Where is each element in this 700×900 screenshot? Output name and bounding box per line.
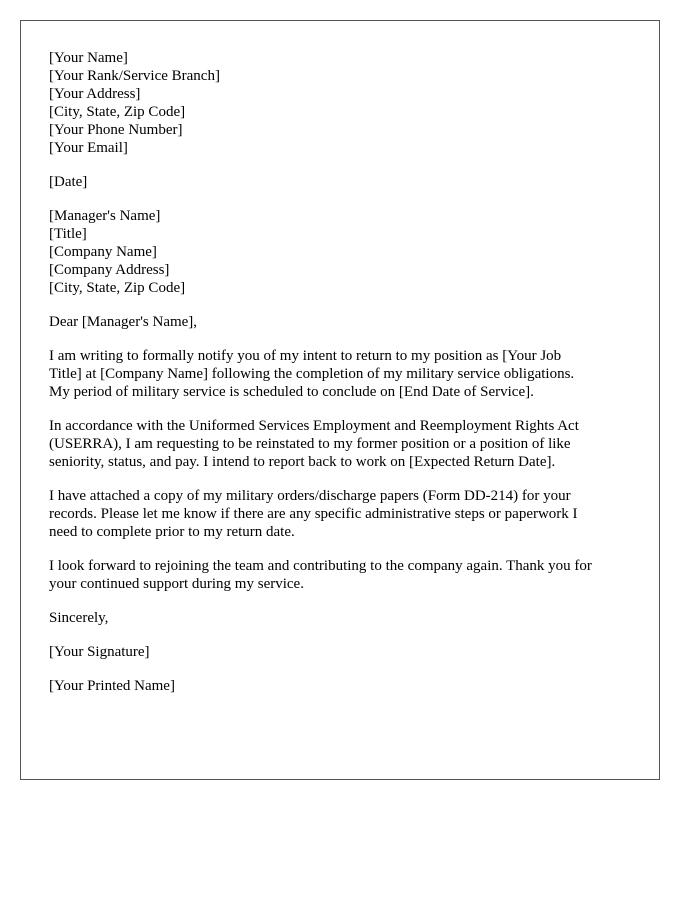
letter-page [20, 20, 660, 780]
salutation: Dear [Manager's Name], [49, 314, 198, 330]
printed-name-block [49, 677, 639, 695]
sender-phone: [Your Phone Number] [49, 122, 183, 138]
sender-address: [Your Address] [49, 86, 141, 102]
sender-city-state-zip: [City, State, Zip Code] [49, 104, 186, 120]
closing: Sincerely, [49, 610, 109, 626]
paragraph-attachments [49, 487, 639, 541]
paragraph-userra [49, 417, 639, 471]
paragraph-closing-remarks [49, 557, 639, 593]
letter-body [49, 49, 639, 711]
paragraph-line: I am writing to formally notify you of my intent to return to my position as [Your Job [49, 348, 562, 364]
paragraph-line: records. Please let me know if there are any specific administrative steps or paperwork I [49, 506, 578, 522]
signature: [Your Signature] [49, 644, 150, 660]
date-block [49, 173, 639, 191]
paragraph-line: I look forward to rejoining the team and contributing to the company again. Thank you for [49, 558, 592, 574]
recipient-name: [Manager's Name] [49, 208, 161, 224]
paragraph-line: I have attached a copy of my military orders/discharge papers (Form DD-214) for your [49, 488, 571, 504]
recipient-block [49, 207, 639, 297]
sender-rank-branch: [Your Rank/Service Branch] [49, 68, 220, 84]
paragraph-line: seniority, status, and pay. I intend to report back to work on [Expected Return Date]. [49, 454, 556, 470]
sender-name: [Your Name] [49, 50, 128, 66]
sender-email: [Your Email] [49, 140, 128, 156]
closing-block [49, 609, 639, 627]
recipient-company: [Company Name] [49, 244, 157, 260]
recipient-title: [Title] [49, 226, 87, 242]
letter-date: [Date] [49, 174, 88, 190]
paragraph-line: My period of military service is scheduled to conclude on [End Date of Service]. [49, 384, 534, 400]
paragraph-line: Title] at [Company Name] following the completion of my military service obligations. [49, 366, 575, 382]
paragraph-line: your continued support during my service. [49, 576, 304, 592]
printed-name: [Your Printed Name] [49, 678, 175, 694]
paragraph-intent [49, 347, 639, 401]
paragraph-line: (USERRA), I am requesting to be reinstated to my former position or a position of like [49, 436, 571, 452]
signature-block [49, 643, 639, 661]
recipient-company-address: [Company Address] [49, 262, 170, 278]
paragraph-line: need to complete prior to my return date. [49, 524, 295, 540]
salutation-block [49, 313, 639, 331]
recipient-city-state-zip: [City, State, Zip Code] [49, 280, 186, 296]
paragraph-line: In accordance with the Uniformed Services Employment and Reemployment Rights Act [49, 418, 579, 434]
sender-block [49, 49, 639, 157]
